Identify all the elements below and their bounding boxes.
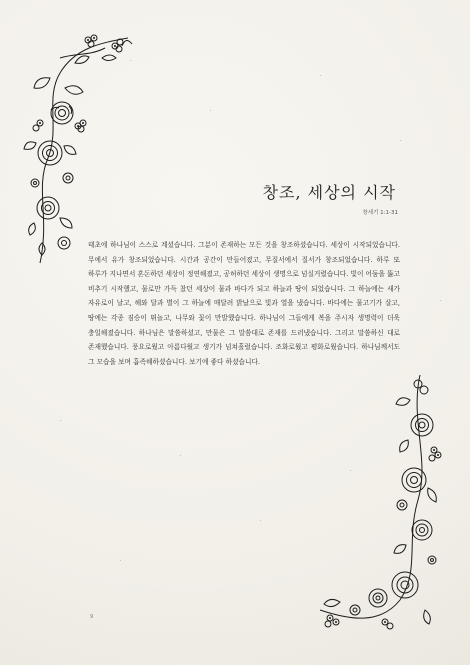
page-number: 9 bbox=[90, 614, 94, 620]
body-paragraph: 태초에 하나님이 스스로 계셨습니다. 그분이 존재하는 모든 것을 창조하셨습니다. 세상이 시작되었습니다. 무에서 유가 창조되었습니다. 시간과 공간이 만들어졌고, 무질서에서 질서가 창조되었습니다. 하루 또 하루가 지나면서 혼돈하던 세상이 정연해졌고, 공허하던 세상이 생명으로 넘실거렸습니다. 빛이 어둠을 뚫고 비추기 시작했고, 물로만 가득 찼던 세상이 물과 바다가 되고 하늘과 땅이 되었습니다. 그 하늘에는 새가 자유로이 날고, 해와 달과 별이 그 하늘에 매달려 밝났으로 빛과 열을 냈습니다. 바다에는 물고기가 살고, 땅에는 각종 짐승이 뛰놀고, 나무와 꽃이 만발했습니다. 하나님이 그들에게 복을 주시자 생명력이 더욱 충일해졌습니다. 하나님은 말씀하셨고, 만물은 그 말씀대로 존재를 드러냈습니다. 그리고 말씀하신 대로 존재했습니다. 풍요로웠고 아름다웠고 생기가 넘쳐흘렀습니다. 조화로웠고 평화로웠습니다. 하나님께서도 그 모습을 보며 흡족해하셨습니다. 보기에 좋다 하셨습니다. bbox=[88, 241, 400, 366]
top-left-flower-vine-ornament bbox=[20, 18, 135, 268]
bottom-right-flower-vine-ornament bbox=[310, 370, 445, 635]
scripture-reference: 창세기 1:1-31 bbox=[362, 210, 398, 216]
chapter-title: 창조, 세상의 시작 bbox=[262, 183, 396, 202]
